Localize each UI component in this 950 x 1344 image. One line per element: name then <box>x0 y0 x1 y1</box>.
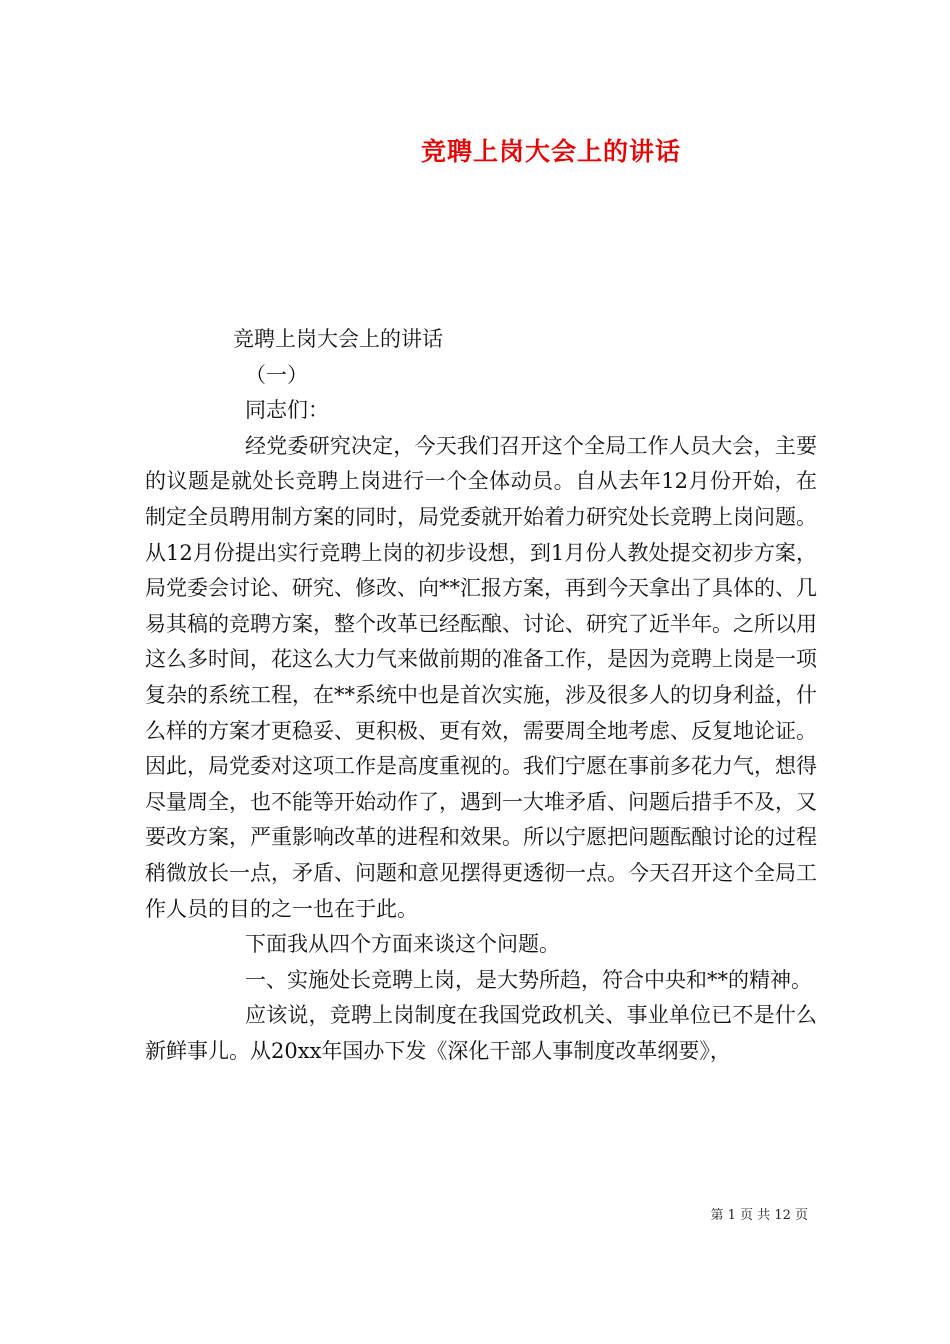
section-mark: （一） <box>245 362 308 387</box>
speech-subtitle: 竞聘上岗大会上的讲话 <box>233 327 443 351</box>
paragraph-2: 下面我从四个方面来谈这个问题。 <box>245 932 560 957</box>
paragraph-3: 一、实施处长竞聘上岗，是大势所趋，符合中央和**的精神。 <box>245 967 812 992</box>
page-title: 竞聘上岗大会上的讲话 <box>420 137 681 166</box>
paragraph-1: 经党委研究决定，今天我们召开这个全局工作人员大会，主要的议题是就处长竞聘上岗进行一个全体动员。自从去年12月份开始，在制定全员聘用制方案的同时，局党委就开始着力研究处长竞聘上岗问题。从12月份提出实行竞聘上岗的初步设想，到1月份人教处提交初步方案，局党委会讨论、研究、修改、向**汇报方案，再到今天拿出了具体的、几易其稿的竞聘方案，整个改革已经酝酿、讨论、研究了近半年。之所以用这么多时间，花这么大力气来做前期的准备工作，是因为竞聘上岗是一项复杂的系统工程，在**系统中也是首次实施，涉及很多人的切身利益，什么样的方案才更稳妥、更积极、更有效，需要周全地考虑、反复地论证。因此，局党委对这项工作是高度重视的。我们宁愿在事前多花力气，想得尽量周全，也不能等开始动作了，遇到一大堆矛盾、问题后措手不及，又要改方案，严重影响改革的进程和效果。所以宁愿把问题酝酿讨论的过程稍微放长一点，矛盾、问题和意见摆得更透彻一点。今天召开这个全局工作人员的目的之一也在于此。 <box>145 433 817 921</box>
page-number-footer: 第 1 页 共 12 页 <box>710 1208 808 1223</box>
paragraph-4: 应该说，竞聘上岗制度在我国党政机关、事业单位已不是什么新鲜事儿。从20xx年国办下发《深化干部人事制度改革纲要》， <box>145 1003 817 1063</box>
salutation: 同志们： <box>245 398 329 423</box>
document-body <box>145 322 817 1069</box>
